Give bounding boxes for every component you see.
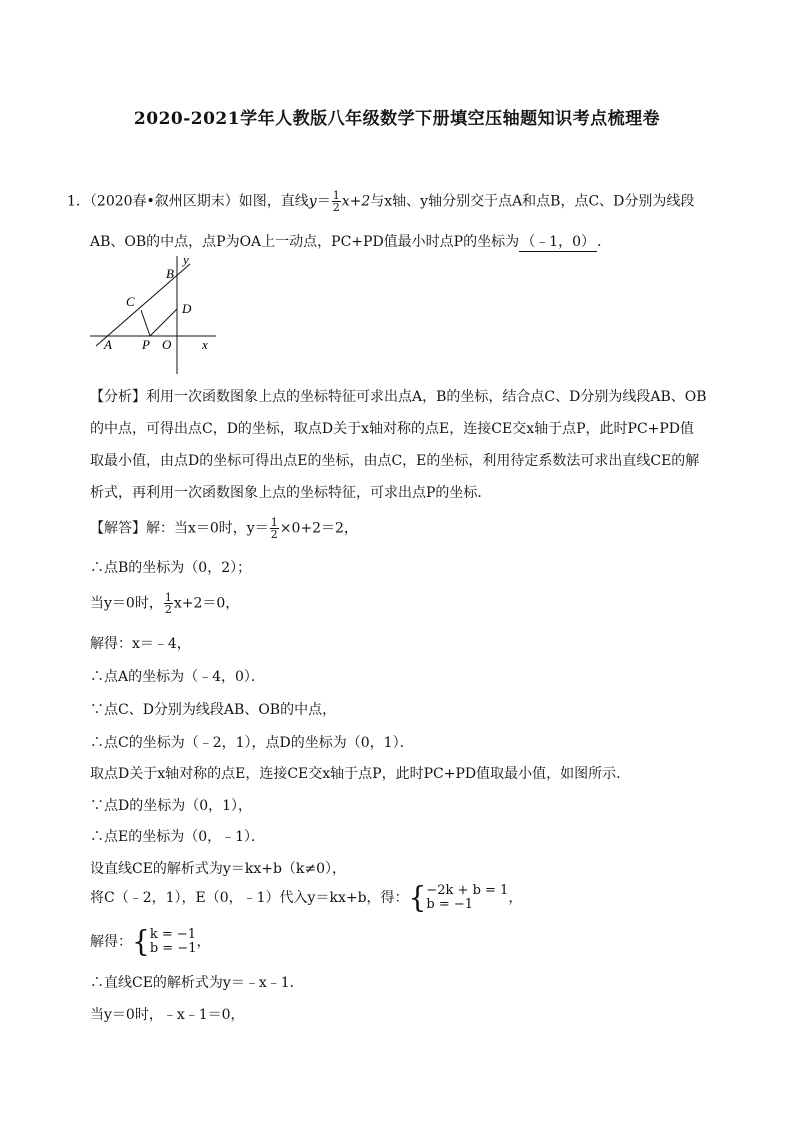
solution-line-13 xyxy=(90,924,211,959)
analysis-line-1 xyxy=(90,386,707,406)
frac-num: 1 xyxy=(332,189,340,202)
eq-equals: ＝ xyxy=(316,193,331,210)
analysis-text-1: 利用一次函数图象上点的坐标特征可求出点A，B的坐标，结合点C、D分别为线段AB、OB xyxy=(146,389,707,405)
analysis-label: 【分析】 xyxy=(90,389,146,405)
frac-num-2: 1 xyxy=(270,516,278,529)
frac-den-3: 2 xyxy=(164,603,172,616)
solution-line-12 xyxy=(90,880,523,915)
solution-line-8: 取点D关于x轴对称的点E，连接CE交x轴于点P，此时PC+PD值取最小值，如图所示． xyxy=(90,766,631,782)
fraction-half-3 xyxy=(164,592,173,615)
analysis-line-2: 的中点，可得出点C，D的坐标，取点D关于x轴对称的点E，连接CE交x轴于点P，此时PC+PD值 xyxy=(90,421,695,437)
question-text-2: AB、OB的中点，点P为OA上一动点，PC+PD值最小时点P的坐标为 xyxy=(90,234,520,250)
s1-pre: 解：当x＝0时，y＝ xyxy=(146,520,269,537)
coordinate-figure xyxy=(90,252,230,377)
label-o: O xyxy=(162,337,172,352)
question-line-2 xyxy=(90,231,611,252)
s3-pre: 当y＝0时， xyxy=(90,595,163,612)
brace-1: { xyxy=(408,880,427,915)
label-y: y xyxy=(183,252,189,267)
sys2-eq1: k = −1 xyxy=(149,927,197,942)
solution-line-9: ∵点D的坐标为（0，1）， xyxy=(90,798,253,814)
label-x: x xyxy=(202,337,208,352)
page-title: 2020-2021学年人教版八年级数学下册填空压轴题知识考点梳理卷 xyxy=(133,109,661,129)
analysis-line-3: 取最小值，由点D的坐标可得出点E的坐标，由点C，E的坐标，利用待定系数法可求出直线CE的解 xyxy=(90,453,700,469)
brace-2: { xyxy=(132,924,150,959)
label-p: P xyxy=(142,337,150,352)
solution-line-7: ∴点C的坐标为（﹣2，1），点D的坐标为（0，1）． xyxy=(90,735,414,751)
label-c: C xyxy=(126,294,135,309)
s3-post: x+2＝0， xyxy=(173,595,240,612)
line-ab xyxy=(96,264,190,346)
analysis-line-4: 析式，再利用一次函数图象上点的坐标特征，可求出点P的坐标． xyxy=(90,485,492,501)
solution-line-3 xyxy=(90,592,239,615)
segment-pd xyxy=(150,309,177,336)
label-a: A xyxy=(104,337,112,352)
fraction-half-2 xyxy=(270,517,279,540)
question-line-1 xyxy=(67,190,694,213)
answer-blank: （﹣1，0） xyxy=(519,231,597,252)
sys1-eq2: b = −1 xyxy=(426,897,474,912)
solution-line-15: 当y＝0时，﹣x﹣1＝0， xyxy=(90,1007,245,1023)
question-text: 1．（2020春•叙州区期末）如图，直线 xyxy=(67,193,309,210)
label-b: B xyxy=(166,266,174,281)
solution-line-6: ∵点C、D分别为线段AB、OB的中点， xyxy=(90,702,337,718)
frac-den: 2 xyxy=(332,201,340,214)
s13-post: ， xyxy=(196,934,211,950)
s12-post: ， xyxy=(508,890,523,906)
label-d: D xyxy=(182,301,192,316)
solution-line-10: ∴点E的坐标为（0，﹣1）． xyxy=(90,829,266,845)
frac-num-3: 1 xyxy=(164,591,172,604)
s12-pre: 将C（﹣2，1），E（0，﹣1）代入y＝kx+b，得： xyxy=(90,890,409,906)
sys2-eq2: b = −1 xyxy=(149,941,197,956)
solution-line-11: 设直线CE的解析式为y＝kx+b（k≠0）， xyxy=(90,861,347,877)
segment-cp xyxy=(141,310,150,336)
solution-line-4: 解得：x＝﹣4， xyxy=(90,636,191,652)
equation-system-2 xyxy=(150,928,197,956)
sys1-eq1: −2k + b = 1 xyxy=(426,883,509,898)
s13-pre: 解得： xyxy=(90,934,132,950)
eq-rest: x+2 xyxy=(341,193,371,210)
eq-y: y xyxy=(308,193,317,210)
equation-system-1 xyxy=(426,884,508,912)
question-text-cont: 与x轴、y轴分别交于点A和点B，点C、D分别为线段 xyxy=(370,193,695,210)
solution-line-5: ∴点A的坐标为（﹣4，0）． xyxy=(90,669,265,685)
frac-den-2: 2 xyxy=(270,528,278,541)
solution-line-2: ∴点B的坐标为（0，2）； xyxy=(90,560,252,576)
solution-line-1 xyxy=(90,517,358,540)
question-end: ． xyxy=(597,234,612,250)
s1-post: ×0+2＝2， xyxy=(279,520,358,537)
fraction-half xyxy=(332,190,341,213)
solution-label: 【解答】 xyxy=(90,520,146,537)
solution-line-14: ∴直线CE的解析式为y＝﹣x﹣1． xyxy=(90,975,304,991)
